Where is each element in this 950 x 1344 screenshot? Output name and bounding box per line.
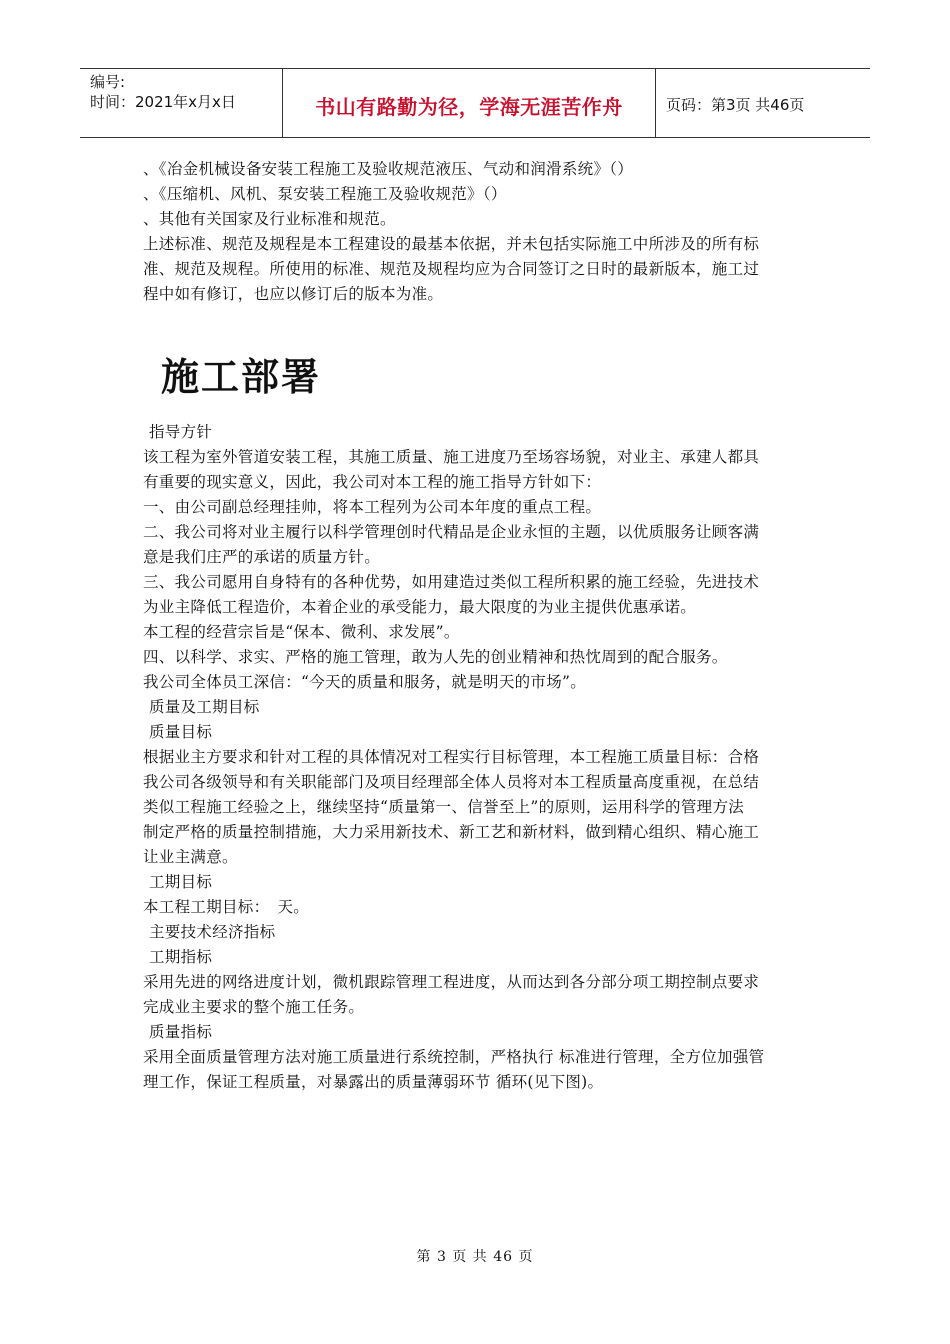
body-line: 有重要的现实意义，因此，我公司对本工程的施工指导方针如下：	[143, 473, 602, 491]
intro-line: 、其他有关国家及行业标准和规范。	[143, 210, 396, 228]
document-date-label: 时间：2021年x月x日	[90, 93, 236, 111]
body-line: 该工程为室外管道安装工程，其施工质量、施工进度乃至场容场貌，对业主、承建人都具	[143, 448, 760, 466]
document-number-label: 编号:	[90, 73, 126, 91]
body-line: 本工程的经营宗旨是“保本、微利、求发展”。	[143, 623, 460, 641]
body-line: 理工作，保证工程质量，对暴露出的质量薄弱环节 循环(见下图)。	[143, 1073, 604, 1091]
body-line: 采用先进的网络进度计划，微机跟踪管理工程进度，从而达到各分部分项工期控制点要求	[143, 973, 760, 991]
body-line: 一、由公司副总经理挂帅，将本工程列为公司本年度的重点工程。	[143, 498, 602, 516]
header-motto: 书山有路勤为径，学海无涯苦作舟	[315, 95, 623, 119]
subheading-line: 主要技术经济指标	[149, 923, 276, 941]
body-line: 根据业主方要求和针对工程的具体情况对工程实行目标管理，本工程施工质量目标：合格	[143, 748, 760, 766]
body-line: 让业主满意。	[143, 848, 238, 866]
subheading-line: 工期目标	[149, 873, 213, 891]
body-line: 制定严格的质量控制措施，大力采用新技术、新工艺和新材料，做到精心组织、精心施工	[143, 823, 760, 841]
body-line: 三、我公司愿用自身特有的各种优势，如用建造过类似工程所积累的施工经验，先进技术	[143, 573, 760, 591]
intro-line: 程中如有修订，也应以修订后的版本为准。	[143, 285, 444, 303]
section-title: 施工部署	[161, 355, 322, 399]
subheading-line: 质量指标	[149, 1023, 213, 1041]
document-body	[143, 157, 809, 1095]
body-line: 完成业主要求的整个施工任务。	[143, 998, 365, 1016]
page-header	[80, 68, 870, 138]
intro-line: 上述标准、规范及规程是本工程建设的最基本依据，并未包括实际施工中所涉及的所有标	[143, 235, 760, 253]
intro-line: 、《压缩机、风机、泵安装工程施工及验收规范》（）	[143, 185, 507, 203]
header-info-cell	[80, 69, 283, 137]
subheading-line: 质量及工期目标	[149, 698, 260, 716]
body-line: 我公司各级领导和有关职能部门及项目经理部全体人员将对本工程质量高度重视，在总结	[143, 773, 760, 791]
body-line: 四、以科学、求实、严格的施工管理，敢为人先的创业精神和热忱周到的配合服务。	[143, 648, 728, 666]
body-line: 为业主降低工程造价，本着企业的承受能力，最大限度的为业主提供优惠承诺。	[143, 598, 697, 616]
subheading-line: 质量目标	[149, 723, 213, 741]
body-line: 意是我们庄严的承诺的质量方针。	[143, 548, 381, 566]
subheading-line: 工期指标	[149, 948, 213, 966]
intro-line: 、《冶金机械设备安装工程施工及验收规范液压、气动和润滑系统》（）	[143, 160, 634, 178]
deployment-section	[143, 420, 809, 1095]
body-line: 我公司全体员工深信：“今天的质量和服务，就是明天的市场”。	[143, 673, 587, 691]
page-footer: 第 3 页 共 46 页	[416, 1249, 534, 1265]
header-page-info: 页码：第3页 共46页	[666, 96, 805, 114]
body-line: 类似工程施工经验之上，继续坚持“质量第一、信誉至上”的原则，运用科学的管理方法	[143, 798, 745, 816]
body-line: 采用全面质量管理方法对施工质量进行系统控制，严格执行 标准进行管理，全方位加强管	[143, 1048, 765, 1066]
body-line: 二、我公司将对业主履行以科学管理创时代精品是企业永恒的主题，以优质服务让顾客满	[143, 523, 760, 541]
header-page-cell	[656, 69, 870, 137]
body-line: 本工程工期目标： 天。	[143, 898, 310, 916]
header-motto-cell	[283, 69, 656, 137]
intro-line: 准、规范及规程。所使用的标准、规范及规程均应为合同签订之日时的最新版本，施工过	[143, 260, 760, 278]
intro-section	[143, 157, 809, 307]
subheading-line: 指导方针	[149, 423, 213, 441]
